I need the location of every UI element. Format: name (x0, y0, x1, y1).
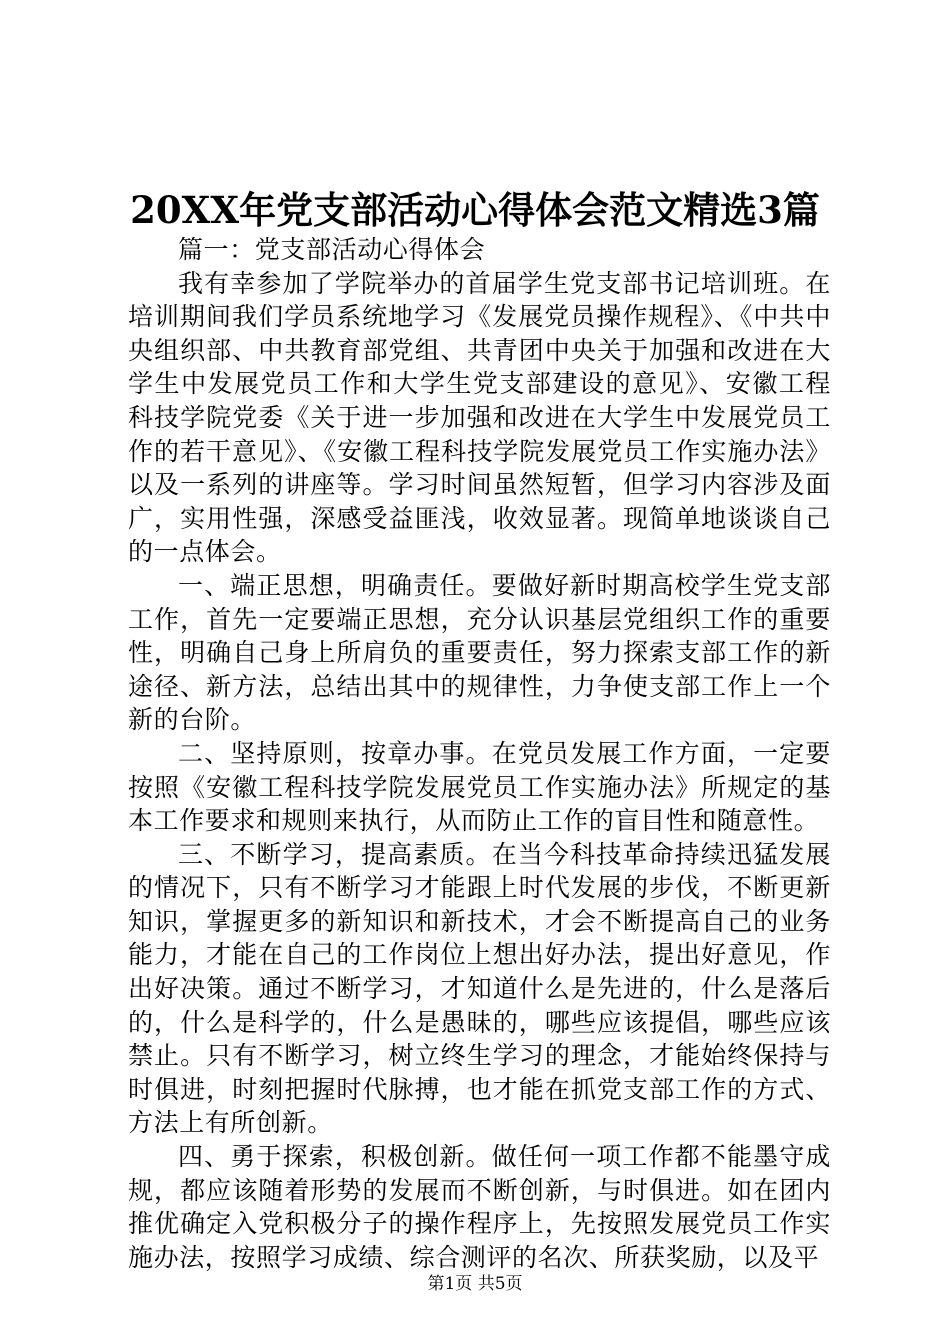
section-heading: 篇一：党支部活动心得体会 (178, 235, 486, 264)
paragraph-point-1: 一、端正思想，明确责任。要做好新时期高校学生党支部工作，首先一定要端正思想，充分认识基层党组织工作的重要性，明确自己身上所肩负的重要责任，努力探索支部工作的新途径、新方法，总结出其中的规律性，力争使支部工作上一个新的台阶。 (128, 570, 831, 735)
document-body (128, 233, 831, 1274)
document-title: 20XX年党支部活动心得体会范文精选3篇 (130, 188, 820, 232)
paragraph-intro: 我有幸参加了学院举办的首届学生党支部书记培训班。在培训期间我们学员系统地学习《发展党员操作规程》、《中共中央组织部、中共教育部党组、共青团中央关于加强和改进在大学生中发展党员工作和大学生党支部建设的意见》、安徽工程科技学院党委《关于进一步加强和改进在大学生中发展党员工作的若干意见》、《安徽工程科技学院发展党员工作实施办法》以及一系列的讲座等。学习时间虽然短暂，但学习内容涉及面广，实用性强，深感受益匪浅，收效显著。现简单地谈谈自己的一点体会。 (128, 268, 831, 567)
paragraph-point-4: 四、勇于探索，积极创新。做任何一项工作都不能墨守成规，都应该随着形势的发展而不断创新，与时俱进。如在团内推优确定入党积极分子的操作程序上，先按照发展党员工作实施办法，按照学习成绩、综合测评的名次、所获奖励，以及平 (128, 1142, 831, 1272)
paragraph-point-3: 三、不断学习，提高素质。在当今科技革命持续迅猛发展的情况下，只有不断学习才能跟上时代发展的步伐，不断更新知识，掌握更多的新知识和新技术，才会不断提高自己的业务能力，才能在自己的工作岗位上想出好办法，提出好意见，作出好决策。通过不断学习，才知道什么是先进的，什么是落后的，什么是科学的，什么是愚昧的，哪些应该提倡，哪些应该禁止。只有不断学习，树立终生学习的理念，才能始终保持与时俱进，时刻把握时代脉搏，也才能在抓党支部工作的方式、方法上有所创新。 (128, 839, 831, 1138)
page-number-footer: 第1页 共5页 (427, 1274, 523, 1294)
paragraph-point-2: 二、坚持原则，按章办事。在党员发展工作方面，一定要按照《安徽工程科技学院发展党员工作实施办法》所规定的基本工作要求和规则来执行，从而防止工作的盲目性和随意性。 (128, 738, 831, 836)
